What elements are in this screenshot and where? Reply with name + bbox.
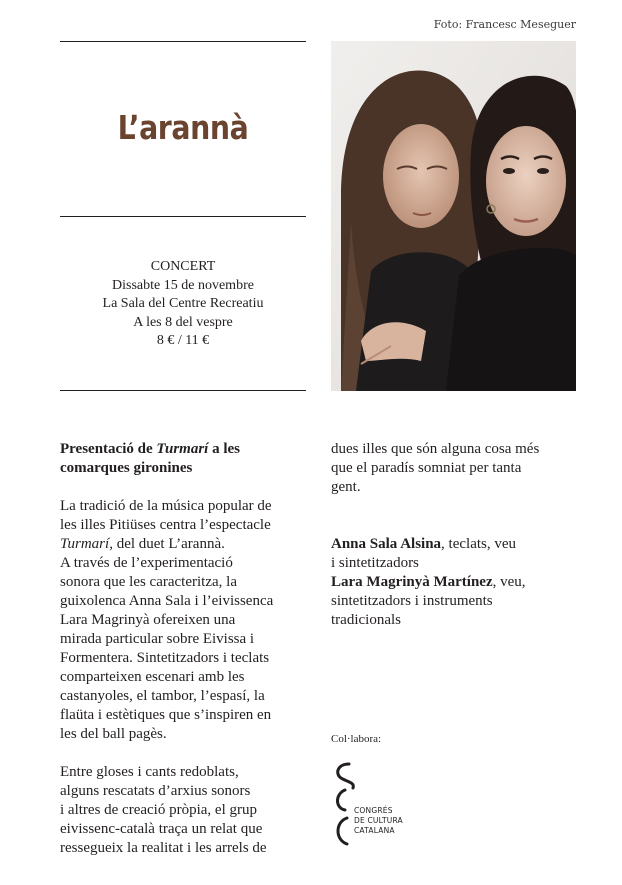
article-column-1 [60, 440, 310, 858]
top-rule [60, 41, 306, 42]
artist-1-name: Anna Sala Alsina [331, 536, 442, 552]
congres-logo-text: CONGRÉS DE CULTURA CATALANA [354, 806, 403, 835]
event-rule [60, 390, 306, 391]
artist-2-name: Lara Magrinyà Martínez [331, 574, 493, 590]
title-rule [60, 216, 306, 217]
performer-credits: Anna Sala Alsina, teclats, veu i sintetitzadors Lara Magrinyà Martínez, veu, sintetitzadors i instruments tradicionals [331, 536, 526, 628]
article-paragraph-2: A través de l’experimentació sonora que les caracteritza, la guixolenca Anna Sala i l’eivissenca Lara Magrinyà ofereixen una mirada particular sobre Eivissa i Formentera. Sintetitzadors i teclats comparteixen escenari amb les castanyoles, el tambor, l’espasí, la flaüta i estètiques que s’inspiren en les del ball pagès. [60, 555, 274, 742]
congres-logo-icon [331, 760, 451, 850]
event-price: 8 € / 11 € [156, 333, 210, 348]
page-title: L’arannà [117, 108, 249, 147]
event-details [60, 258, 306, 351]
article-column-2 [331, 440, 576, 630]
event-time: A les 8 del vespre [133, 314, 233, 330]
article-paragraph-3: Entre gloses i cants redoblats, alguns rescatats d’arxius sonors i altres de creació pròpia, el grup eivissenc-català traça un relat que ressegueix la realitat i les arrels de [60, 764, 267, 856]
article-paragraph-3-continued: dues illes que són alguna cosa més que el paradís somniat per tanta gent. [331, 441, 540, 495]
artists-photo [331, 41, 576, 391]
article-heading: Presentació de Turmarí a les comarques gironines [60, 441, 241, 476]
event-date: Dissabte 15 de novembre [112, 277, 254, 293]
sponsor-label: Col·labora: [331, 733, 382, 745]
article-paragraph-1: La tradició de la música popular de les illes Pitiüses centra l’espectacle Turmarí, del duet L’arannà. [60, 498, 272, 552]
event-venue: La Sala del Centre Recreatiu [102, 296, 264, 311]
event-type: CONCERT [150, 259, 216, 274]
photo-credit: Foto: Francesc Meseguer [433, 18, 576, 31]
